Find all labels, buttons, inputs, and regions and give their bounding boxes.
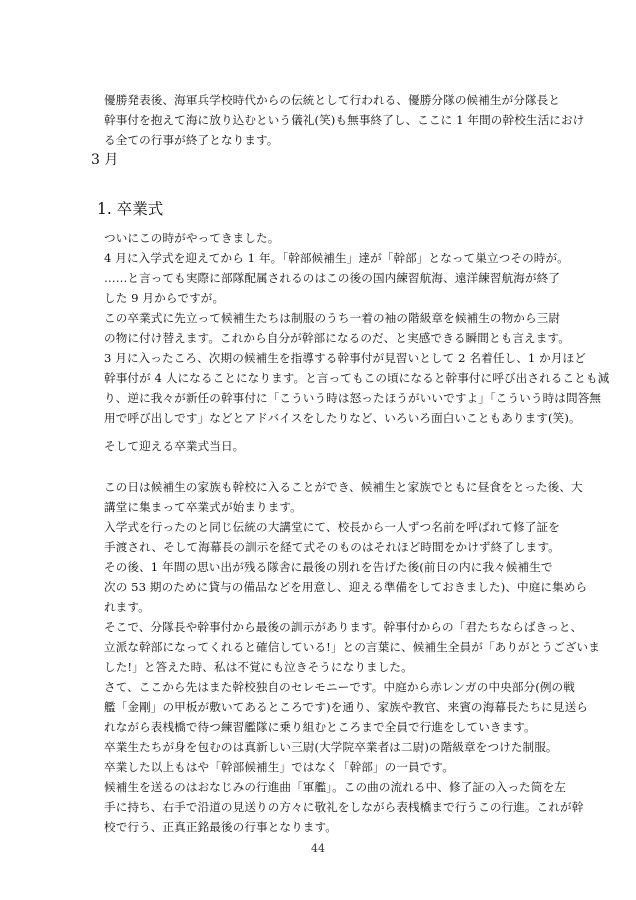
text-line: 講堂に集まって卒業式が始まります。 xyxy=(104,500,302,514)
page-number: 44 xyxy=(311,842,325,855)
text-line: の物に付け替えます。これから自分が幹部になるのだ、と実感できる瞬間とも言えます。 xyxy=(104,331,570,345)
text-line: そこで、分隊長や幹事付から最後の訓示があります。幹事付からの「君たちならばきっと、 xyxy=(104,620,583,634)
text-line: 艦「金剛」の甲板が敷いてあるところです)を通り、家族や教官、来賓の海幕長たちに見送ら xyxy=(104,700,588,714)
text-line: さて、ここから先はまた幹校独自のセレモニーです。中庭から赤レンガの中央部分(例の戦 xyxy=(104,680,575,694)
text-line: ……と言っても実際に部隊配属されるのはこの後の国内練習航海、遠洋練習航海が終了 xyxy=(104,271,561,285)
text-line: 手渡され、そして海幕長の訓示を経て式そのものはそれほど時間をかけず終了します。 xyxy=(104,540,560,554)
paragraph xyxy=(91,248,569,268)
text-line: り、逆に我々が新任の幹事付に「こういう時は怒ったほうがいいですよ」「こういう時は問答無 xyxy=(104,391,602,405)
text-line: 校で行う、正真正銘最後の行事となります。 xyxy=(104,820,337,834)
text-line: れながら表桟橋で待つ練習艦隊に乗り組むところまで全員で行進をしていきます。 xyxy=(104,720,536,734)
text-line: ついにこの時がやってきました。 xyxy=(104,231,280,245)
paragraph xyxy=(91,477,583,517)
text-line: した 9 月からですが。 xyxy=(104,291,225,305)
text-line: この日は候補生の家族も幹校に入ることができ、候補生と家族でともに昼食をとった後、大 xyxy=(104,480,583,494)
section-heading: 1. 卒業式 xyxy=(97,200,164,218)
paragraph xyxy=(91,228,551,248)
text-line: 卒業生たちが身を包むのは真新しい三尉(大学院卒業者は二尉)の階級章をつけた制服。 xyxy=(104,740,558,754)
text-line: そして迎える卒業式当日。 xyxy=(104,439,245,453)
paragraph xyxy=(91,268,561,308)
text-line: 入学式を行ったのと同じ伝統の大講堂にて、校長から一人ずつ名前を呼ばれて修了証を xyxy=(104,520,560,534)
text-line: 優勝発表後、海軍兵学校時代からの伝統として行われる、優勝分隊の候補生が分隊長と xyxy=(104,93,561,107)
paragraph xyxy=(91,517,560,557)
text-line: 幹事付が 4 人になることになります。と言ってもこの頃になると幹事付に呼び出されることも減 xyxy=(104,371,610,385)
text-line: 4 月に入学式を迎えてから 1 年。「幹部候補生」達が「幹部」となって巣立つその時が。 xyxy=(104,251,569,265)
text-line: その後、1 年間の思い出が残る隊舎に最後の別れを告げた後(前日の内に我々候補生で xyxy=(104,560,553,574)
text-line: 用で呼び出しです」などとアドバイスをしたりなど、いろいろ面白いこともあります(笑)。 xyxy=(104,411,581,425)
text-line: 3 月に入ったころ、次期の候補生を指導する幹事付が見習いとして 2 名着任し、1 か月ほど xyxy=(104,351,586,365)
text-line: 幹事付を抱えて海に放り込むという儀礼(笑)も無事終了し、ここに 1 年間の幹校生活におけ xyxy=(104,113,585,127)
paragraph xyxy=(91,677,588,737)
paragraph xyxy=(91,348,610,428)
text-line: 立派な幹部になってくれると確信している!」との言葉に、候補生全員が「ありがとうございま xyxy=(104,640,600,654)
paragraph xyxy=(91,557,588,617)
paragraph xyxy=(91,436,551,456)
text-line: 卒業した以上もはや「幹部候補生」ではなく「幹部」の一員です。 xyxy=(104,760,454,774)
text-line: この卒業式に先立って候補生たちは制服のうち一着の袖の階級章を候補生の物から三尉 xyxy=(104,311,561,325)
text-line: 次の 53 期のために貸与の備品などを用意し、迎える準備をしておきました)、中庭に集めら xyxy=(104,580,588,594)
intro-paragraph xyxy=(91,90,585,150)
paragraph xyxy=(91,617,600,677)
paragraph xyxy=(91,777,584,837)
text-line: 候補生を送るのはおなじみの行進曲「軍艦」。この曲の流れる中、修了証の入った筒を左 xyxy=(104,780,566,794)
month-heading: 3 月 xyxy=(91,152,119,168)
paragraph xyxy=(91,308,570,348)
text-line: れます。 xyxy=(104,600,150,614)
text-line: した!」と答えた時、私は不覚にも泣きそうになりました。 xyxy=(104,660,413,674)
paragraph xyxy=(91,737,558,777)
text-line: 手に持ち、右手で沿道の見送りの方々に敬礼をしながら表桟橋まで行うこの行進。これが幹 xyxy=(104,800,584,814)
text-line: る全ての行事が終了となります。 xyxy=(104,133,279,147)
